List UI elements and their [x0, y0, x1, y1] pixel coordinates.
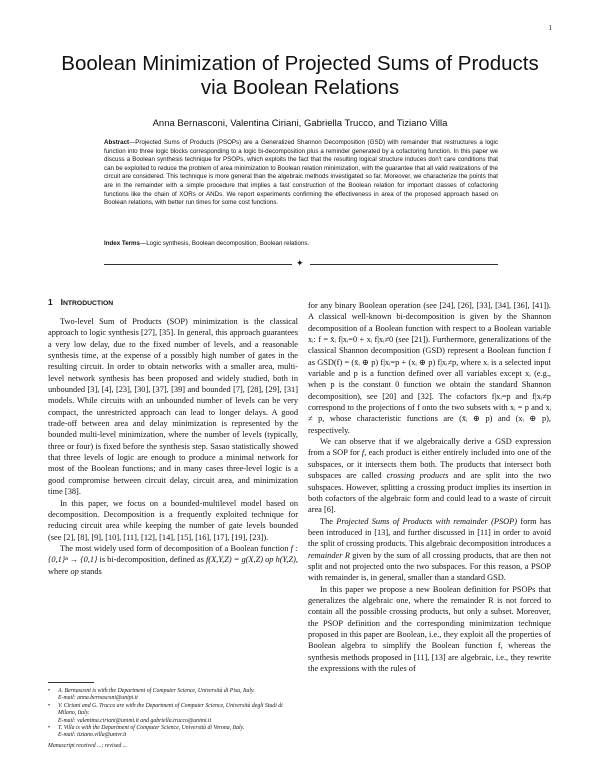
- section-number: 1: [48, 297, 53, 307]
- index-terms-label: Index Terms: [104, 240, 140, 247]
- footnote-email: E-mail: tiziano.villa@univr.it: [58, 732, 127, 739]
- footnote-affiliation: V. Ciriani and G. Trucco are with the Department of Computer Science, Università degli Studi di Milano, Italy.: [58, 702, 283, 717]
- p3-text-b: is bi-decomposition, defined as: [97, 555, 206, 565]
- p6-term-psop: Projected Sums of Products with remainder (PSOP): [336, 516, 518, 526]
- abstract-label: Abstract: [104, 139, 130, 146]
- intro-paragraph-1: Two-level Sum of Products (SOP) minimization is the classical approach to logic synthesis [27], [35]. In general, this approach guarantees a very low delay, due to the fixed number of levels, and a reasonable synthesis time, at the expense of a possibly high number of gates in the resulting circuit. In order to obtain networks with a smaller area, multi-level network synthesis has been proposed and widely studied, both in unbounded [3], [4], [23], [30], [37], [39] and bounded [7], [28], [29], [31] models. While circuits with an unbounded number of levels can be very compact, the unrestricted approach can lead to longer delays. A good trade-off between area and delay minimization is represented by the bounded multi-level minimization, where the number of levels (typically, three or four) is fixed before the synthesis step. Sasao statistically showed that three levels of logic are enough to produce a minimal network for most of the Boolean functions; and in many cases three-level logic is a good compromise between circuit delay, circuit area, and minimization time [38].: [48, 317, 298, 497]
- index-terms-text: —Logic synthesis, Boolean decomposition, Boolean relations.: [140, 240, 310, 247]
- author-list: Anna Bernasconi, Valentina Ciriani, Gabriella Trucco, and Tiziano Villa: [152, 118, 448, 129]
- intro-paragraph-3: [48, 543, 298, 577]
- p3-text-a: The most widely used form of decomposition of a Boolean function: [60, 543, 291, 553]
- abstract: [104, 139, 498, 208]
- footnote-item: [48, 688, 298, 703]
- p6-term-remainder: remainder R: [308, 550, 350, 560]
- section-title-initial: I: [60, 297, 63, 307]
- section-heading-introduction: [48, 297, 113, 307]
- manuscript-note: Manuscript received ...; revised ...: [48, 742, 128, 749]
- bullet-icon: •: [48, 702, 51, 709]
- footnote-email: E-mail: anna.bernasconi@unipi.it: [58, 695, 138, 702]
- footnotes: [48, 688, 298, 750]
- p5-text-b: , each product is either entirely included into one of the subspaces, or it intersects them both. The products that intersect both subspaces are called: [308, 448, 551, 481]
- left-column: [48, 316, 298, 577]
- footnote-item: [48, 725, 298, 740]
- divider-ornament-icon: ✦: [296, 258, 304, 268]
- footnote-affiliation: A. Bernasconi is with the Department of Computer Science, Università di Pisa, Italy.: [58, 688, 255, 694]
- section-title-rest: NTRODUCTION: [62, 300, 114, 307]
- section-divider: [104, 260, 498, 268]
- abstract-text: —Projected Sums of Products (PSOPs) are a Generalized Shannon Decomposition (GSD) with remainder that restructures a logic function into three logic blocks corresponding to a logic bi-decomposition plus a reminder generated by a cofactoring function. In this paper we discuss a Boolean synthesis technique for PSOPs, which exploits the fact that the resulting logical structure induces don't care conditions that can be exploited to reduce the problem of area minimization to Boolean relation minimization, with the guarantee that all valid realizations of the circuit are considered. This technique is more general than the algebraic methods investigated so far. Moreover, we characterize the points that are in the remainder with a simple procedure that implies a fast construction of the Boolean relation for important classes of cofactoring functions like the chain of XORs or ANDs. We report experiments confirming the effectiveness in area of the proposed approach based on Boolean relations, with better run times for some cost functions.: [104, 139, 498, 207]
- p3-math-op: op: [70, 566, 79, 576]
- bullet-icon: •: [48, 688, 51, 694]
- p5-text-a: We can observe that if we algebraically derive a GSD expression from a SOP for: [308, 437, 551, 458]
- footnote-affiliation: T. Villa is with the Department of Computer Science, Università di Verona, Italy.: [58, 725, 245, 732]
- bullet-icon: •: [48, 725, 51, 732]
- intro-paragraph-2: In this paper, we focus on a bounded-multilevel model based on decomposition. Decomposition is a frequently exploited technique for reducing circuit area while keeping the number of gate levels bounded (see [2], [8], [9], [10], [11], [12], [14], [15], [16], [17], [19], [23]).: [48, 498, 298, 542]
- footnote-item: [48, 703, 298, 725]
- p3-text-c: , where: [48, 555, 299, 576]
- p5-text-c: and are split into the two subspaces. However, splitting a crossing product implies its insertion in both cofactors of the algebraic form and could lead to a waste of circuit area [6].: [308, 471, 552, 515]
- p3-math-signature: f : {0,1}ⁿ → {0,1}: [48, 543, 298, 565]
- right-column: [308, 300, 551, 674]
- divider-line-left: [104, 264, 292, 265]
- intro-paragraph-5: [308, 436, 551, 515]
- p6-text-a: The: [320, 516, 337, 526]
- page-number: 1: [548, 24, 552, 32]
- intro-paragraph-6: [308, 516, 551, 584]
- p3-text-d: stands: [78, 566, 102, 576]
- p3-math-bidecomposition: f(X,Y,Z) = g(X,Z) op h(Y,Z): [205, 555, 296, 565]
- p5-math-f: f: [361, 448, 365, 458]
- divider-line-right: [310, 264, 498, 265]
- p6-text-c: given by the sum of all crossing products, that are then not split and not projected onto the two subspaces. For this reason, a PSOP with remainder is, in general, smaller than a standard GSD.: [308, 550, 551, 583]
- intro-paragraph-4: for any binary Boolean operation (see [24], [26], [33], [34], [36], [41]). A classical well-known bi-decomposition is given by the Shannon decomposition of a Boolean function with respect to a Boolean variable xᵢ: f = x̄ᵢ f|xᵢ=0 + xᵢ f|xᵢ≠0 (see [21]). Furthermore, generalizations of the classical Shannon decomposition (GSD) represent a Boolean function f as GSD(f) = (x̄ᵢ ⊕ p) f|xᵢ=p + (xᵢ ⊕ p) f|xᵢ≠p, where xᵢ is a selected input variable and p is a function defined over all variables except xᵢ (e.g., when p is the constant 0 function we obtain the standard Shannon decomposition), see [20] and [32]. The cofactors f|xᵢ=p and f|xᵢ≠p correspond to the projections of f onto the two subsets with xᵢ = p and xᵢ ≠ p, whose characteristic functions are (x̄ᵢ ⊕ p) and (xᵢ ⊕ p), respectively.: [308, 301, 551, 435]
- footnote-email: E-mail: valentina.ciriani@unimi.it and gabriella.trucco@unimi.it: [58, 717, 212, 724]
- index-terms: [104, 240, 498, 247]
- paper-title: Boolean Minimization of Projected Sums of Products via Boolean Relations: [61, 52, 539, 99]
- p6-text-b: form has been introduced in [13], and further discussed in [11] in order to avoid the split of crossing products. This algebraic decomposition introduces a: [308, 516, 552, 549]
- footnote-rule: [48, 682, 94, 683]
- intro-paragraph-7: In this paper we propose a new Boolean definition for PSOPs that generalizes the algebraic one, where the remainder R is not forced to contain all the possible crossing products, but only a subset. Moreover, the PSOP definition and the corresponding minimization technique proposed in this paper are Boolean, i.e., they exploit all the properties of Boolean algebra to simplify the Boolean function f, whereas the synthesis methods proposed in [11], [13] are algebraic, i.e., they rewrite the expressions with the rules of: [308, 584, 551, 673]
- p5-term-crossing-products: crossing products: [386, 471, 449, 481]
